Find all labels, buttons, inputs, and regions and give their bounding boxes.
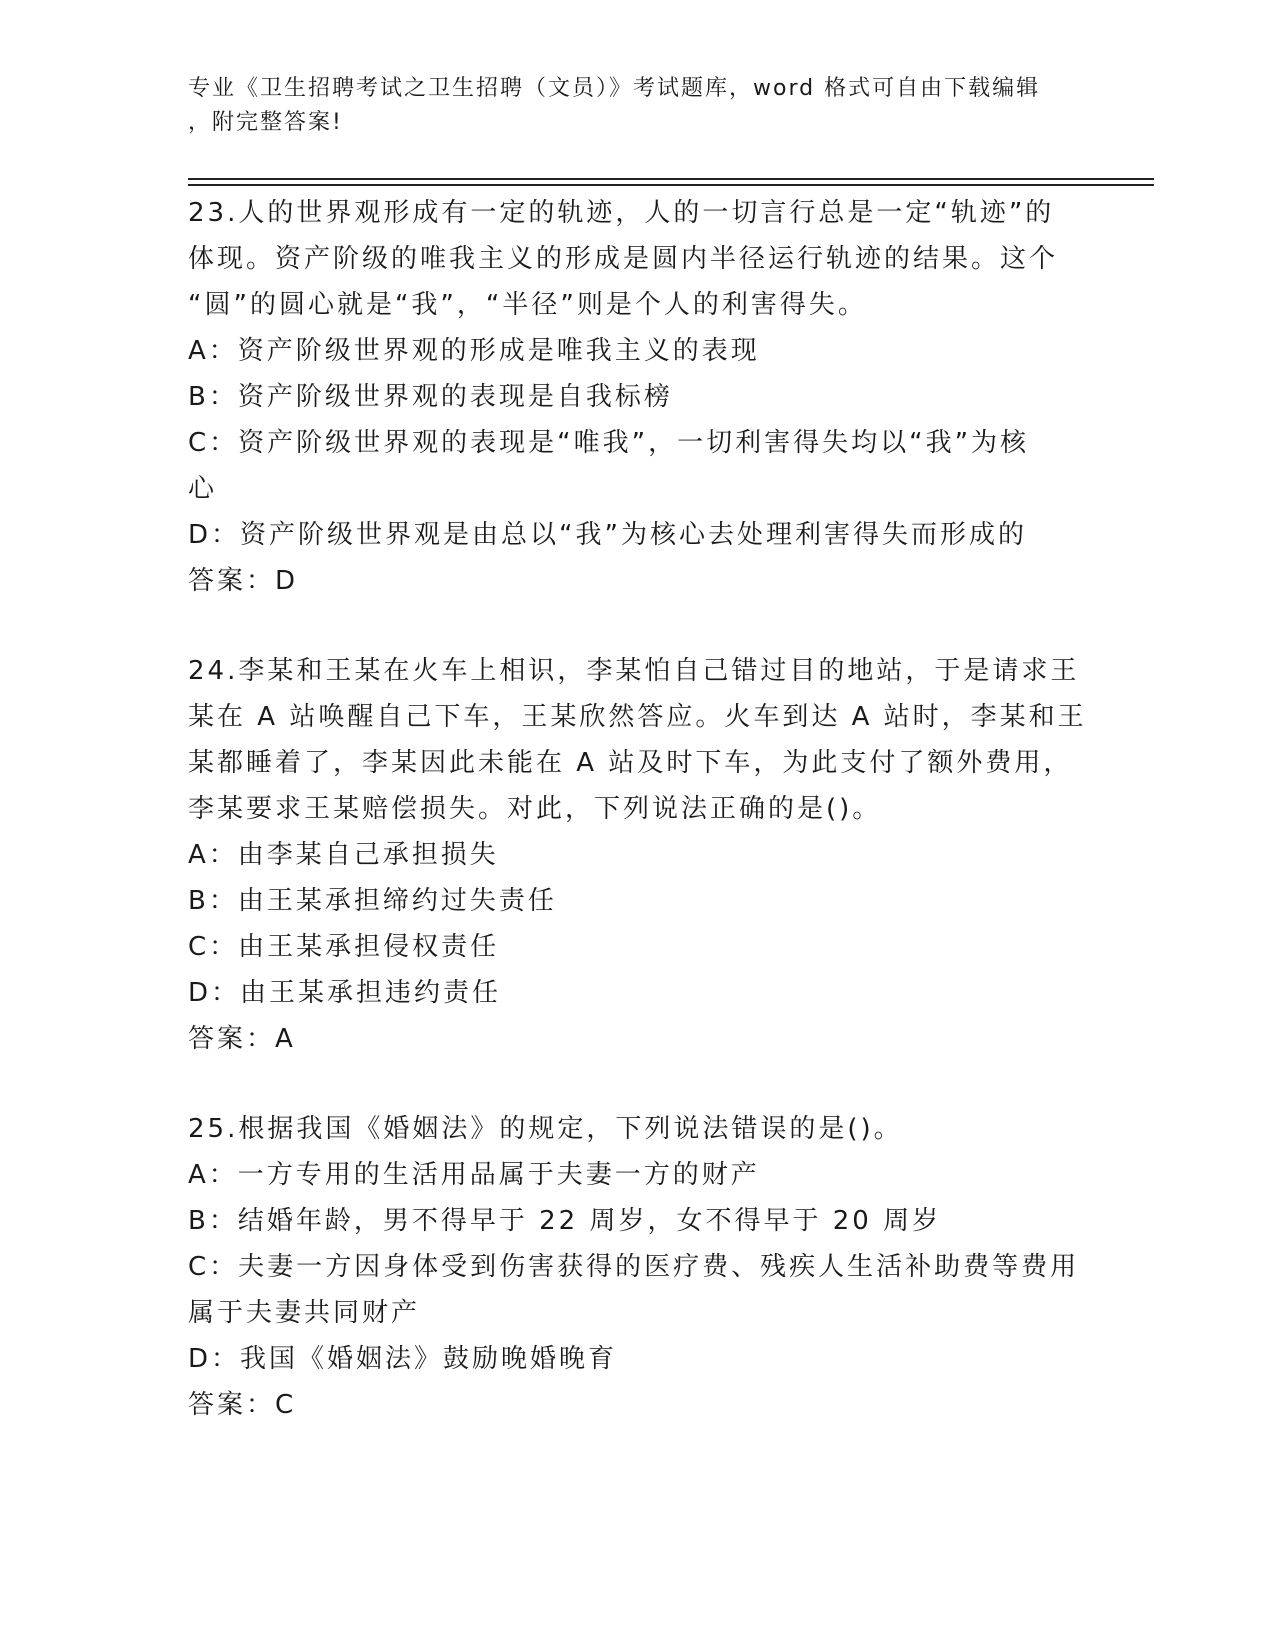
question-23 <box>188 190 1088 604</box>
header-line-2: ，附完整答案! <box>188 110 343 135</box>
question-24-line-3: 某都睡着了，李某因此未能在 A 站及时下车，为此支付了额外费用， <box>188 748 1073 778</box>
question-23-option-c: C：资产阶级世界观的表现是“唯我”，一切利害得失均以“我”为核 <box>188 428 1030 458</box>
question-24-option-d: D：由王某承担违约责任 <box>188 978 502 1008</box>
question-23-line-2: 体现。资产阶级的唯我主义的形成是圆内半径运行轨迹的结果。这个 <box>188 244 1059 274</box>
question-23-option-c-cont: 心 <box>188 474 218 504</box>
question-24-option-a: A：由李某自己承担损失 <box>188 840 499 870</box>
header-rule-bottom <box>188 184 1154 186</box>
question-23-option-d: D：资产阶级世界观是由总以“我”为核心去处理利害得失而形成的 <box>188 520 1027 550</box>
question-23-answer: 答案：D <box>188 566 299 596</box>
question-23-option-b: B：资产阶级世界观的表现是自我标榜 <box>188 382 673 412</box>
question-24-option-c: C：由王某承担侵权责任 <box>188 932 500 962</box>
spacer <box>188 604 1088 648</box>
question-24-answer: 答案：A <box>188 1024 296 1054</box>
question-23-line-1: 23.人的世界观形成有一定的轨迹，人的一切言行总是一定“轨迹”的 <box>188 198 1055 228</box>
question-list <box>188 190 1088 1428</box>
header-line-1: 专业《卫生招聘考试之卫生招聘（文员）》考试题库，word 格式可自由下载编辑 <box>188 76 1041 101</box>
question-25-option-c-cont: 属于夫妻共同财产 <box>188 1298 421 1328</box>
question-24 <box>188 648 1088 1062</box>
header-rule-top <box>188 178 1154 180</box>
question-24-line-4: 李某要求王某赔偿损失。对此，下列说法正确的是()。 <box>188 794 882 824</box>
question-24-option-b: B：由王某承担缔约过失责任 <box>188 886 557 916</box>
question-23-option-a: A：资产阶级世界观的形成是唯我主义的表现 <box>188 336 760 366</box>
document-header <box>188 72 1088 140</box>
question-25 <box>188 1106 1088 1428</box>
spacer <box>188 1062 1088 1106</box>
question-23-line-3: “圆”的圆心就是“我”，“半径”则是个人的利害得失。 <box>188 290 867 320</box>
question-24-line-2: 某在 A 站唤醒自己下车，王某欣然答应。火车到达 A 站时，李某和王 <box>188 702 1087 732</box>
question-25-option-d: D：我国《婚姻法》鼓励晚婚晚育 <box>188 1344 618 1374</box>
question-25-answer: 答案：C <box>188 1390 297 1420</box>
question-25-option-b: B：结婚年龄，男不得早于 22 周岁，女不得早于 20 周岁 <box>188 1206 942 1236</box>
question-25-option-a: A：一方专用的生活用品属于夫妻一方的财产 <box>188 1160 760 1190</box>
question-25-line-1: 25.根据我国《婚姻法》的规定，下列说法错误的是()。 <box>188 1114 903 1144</box>
question-25-option-c: C：夫妻一方因身体受到伤害获得的医疗费、残疾人生活补助费等费用 <box>188 1252 1080 1282</box>
question-24-line-1: 24.李某和王某在火车上相识，李某怕自己错过目的地站，于是请求王 <box>188 656 1080 686</box>
